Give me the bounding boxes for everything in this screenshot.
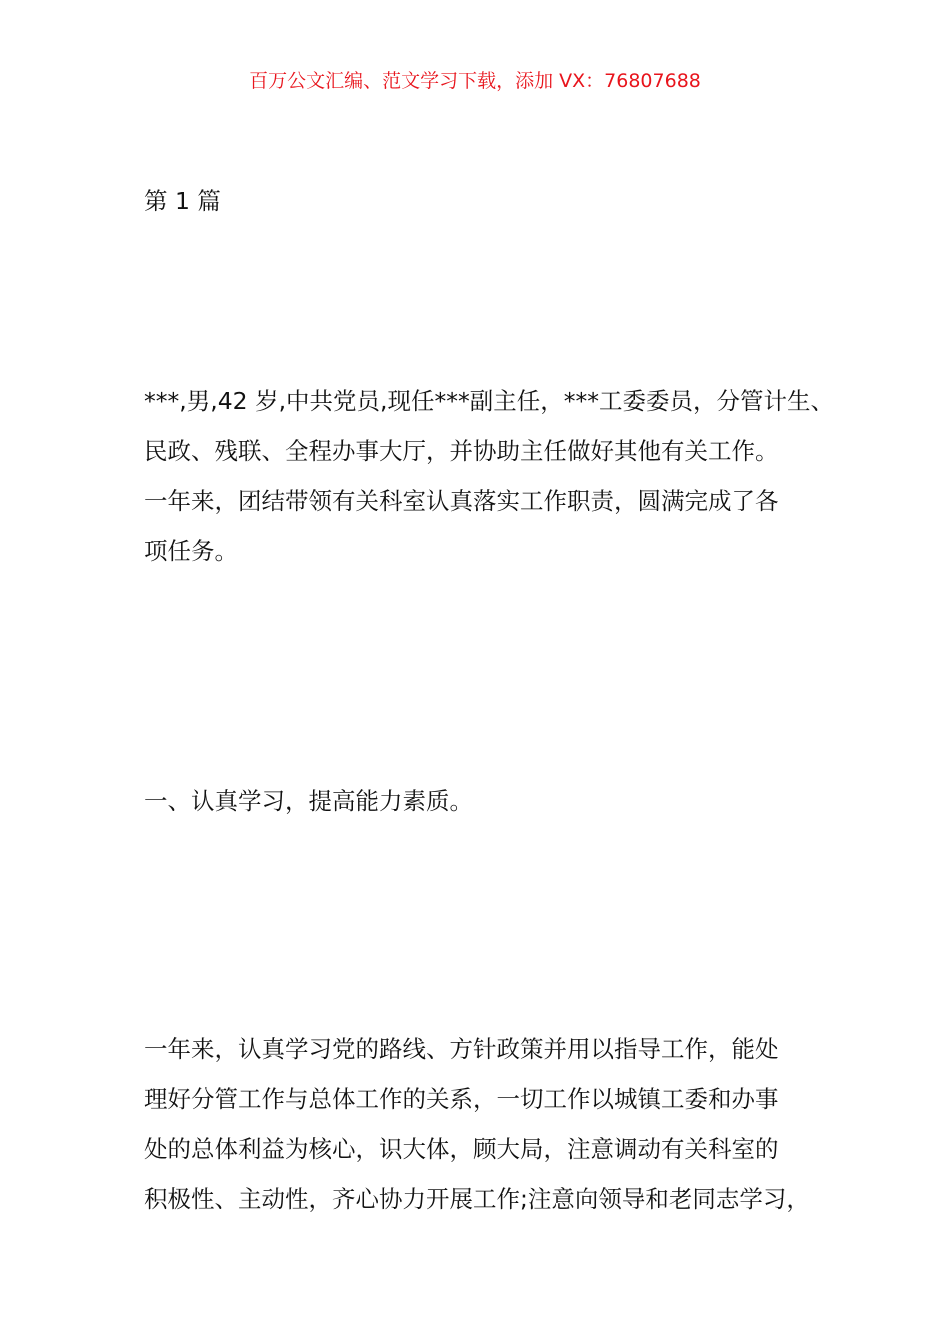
paragraph-line: 一年来，认真学习党的路线、方针政策并用以指导工作，能处 [144,1035,779,1063]
article-label: 第 1 篇 [144,187,221,215]
intro-paragraph [144,376,844,576]
body-paragraph [144,1024,844,1224]
paragraph-line: 积极性、主动性，齐心协力开展工作;注意向领导和老同志学习， [144,1185,810,1213]
paragraph-line: ***,男,42 岁,中共党员,现任***副主任，***工委委员，分管计生、 [144,387,835,415]
paragraph-line: 项任务。 [144,537,238,565]
paragraph-line: 理好分管工作与总体工作的关系，一切工作以城镇工委和办事 [144,1085,779,1113]
section-heading: 一、认真学习，提高能力素质。 [144,787,473,815]
paragraph-line: 处的总体利益为核心，识大体，顾大局，注意调动有关科室的 [144,1135,779,1163]
paragraph-line: 民政、残联、全程办事大厅，并协助主任做好其他有关工作。 [144,437,779,465]
paragraph-line: 一年来，团结带领有关科室认真落实工作职责，圆满完成了各 [144,487,779,515]
header-banner: 百万公文汇编、范文学习下载，添加 VX：76807688 [249,70,701,92]
